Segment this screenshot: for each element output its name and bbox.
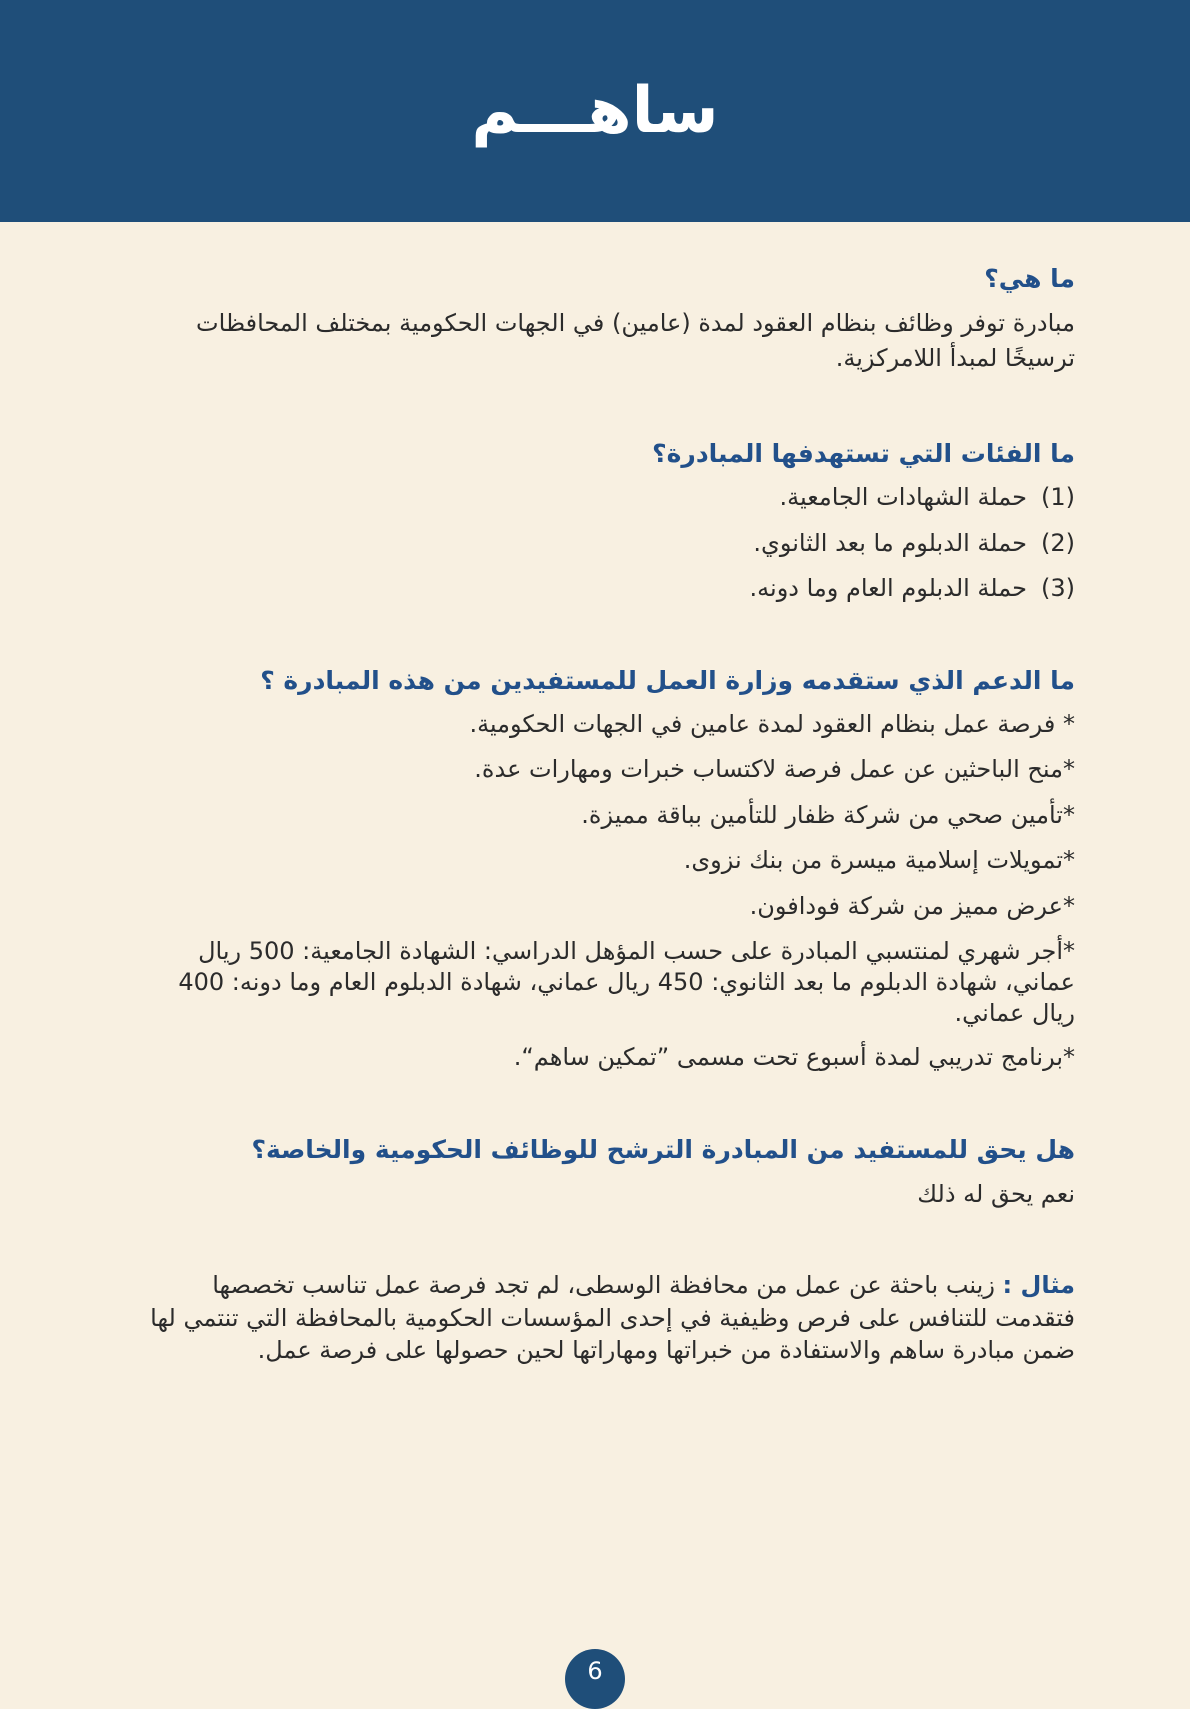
- section-eligibility-answer: نعم يحق له ذلك: [917, 1179, 1075, 1208]
- list-item-number: (2): [1040, 528, 1075, 557]
- main-content: [130, 262, 1075, 1424]
- list-item: *تمويلات إسلامية ميسرة من بنك نزوى.: [683, 846, 1075, 875]
- list-item-text: حملة الدبلوم ما بعد الثانوي.: [753, 528, 1027, 557]
- list-item: *منح الباحثين عن عمل فرصة لاكتساب خبرات ومهارات عدة.: [474, 755, 1075, 784]
- section-eligibility: [130, 1133, 1075, 1212]
- list-item: *تأمين صحي من شركة ظفار للتأمين بباقة مميزة.: [581, 800, 1075, 829]
- section-what-answer: مبادرة توفر وظائف بنظام العقود لمدة (عامين) في الجهات الحكومية بمختلف المحافظات ترسيخًا لمبدأ اللامركزية.: [196, 308, 1075, 372]
- page-title: ساهـــم: [471, 74, 719, 148]
- list-item-number: (1): [1040, 483, 1075, 512]
- page-header: [0, 0, 1190, 222]
- example-paragraph: [130, 1269, 1075, 1366]
- list-item-number: (3): [1040, 574, 1075, 603]
- list-item-text: حملة الشهادات الجامعية.: [779, 483, 1027, 512]
- page-number: 6: [587, 1657, 603, 1685]
- section-example: [130, 1269, 1075, 1366]
- list-item: * فرصة عمل بنظام العقود لمدة عامين في الجهات الحكومية.: [469, 709, 1075, 738]
- section-support-question: ما الدعم الذي ستقدمه وزارة العمل للمستفيدين من هذه المبادرة ؟: [260, 665, 1075, 695]
- page-number-badge: [565, 1649, 625, 1709]
- list-item-text: حملة الدبلوم العام وما دونه.: [749, 574, 1027, 603]
- list-item: *برنامج تدريبي لمدة أسبوع تحت مسمى ”تمكين ساهم“.: [513, 1043, 1075, 1072]
- section-eligibility-question: هل يحق للمستفيد من المبادرة الترشح للوظائف الحكومية والخاصة؟: [251, 1134, 1075, 1164]
- list-item: [130, 527, 1075, 561]
- section-target-question: ما الفئات التي تستهدفها المبادرة؟: [652, 439, 1075, 469]
- section-what: [130, 262, 1075, 375]
- section-what-question: ما هي؟: [984, 264, 1075, 293]
- list-item: *أجر شهري لمنتسبي المبادرة على حسب المؤهل الدراسي: الشهادة الجامعية: 500 ريال عماني، شهادة الدبلوم ما بعد الثانوي: 450 ريال عماني، شهادة الدبلوم العام وما دونه: 400 ريال عماني.: [178, 936, 1075, 1027]
- list-item: [130, 481, 1075, 515]
- example-label: مثال :: [1002, 1271, 1075, 1300]
- section-target: [130, 437, 1075, 606]
- example-text: زينب باحثة عن عمل من محافظة الوسطى، لم تجد فرصة عمل تناسب تخصصها فتقدمت للتنافس على فرص وظيفية في إحدى المؤسسات الحكومية بالمحافظة التي تنتمي لها ضمن مبادرة ساهم والاستفادة من خبراتها ومهاراتها لحين حصولها على فرصة عمل.: [150, 1271, 1075, 1365]
- list-item: *عرض مميز من شركة فودافون.: [749, 892, 1075, 920]
- section-support: [130, 664, 1075, 1075]
- support-list: [130, 708, 1075, 1075]
- target-list: [130, 481, 1075, 606]
- list-item: [130, 572, 1075, 606]
